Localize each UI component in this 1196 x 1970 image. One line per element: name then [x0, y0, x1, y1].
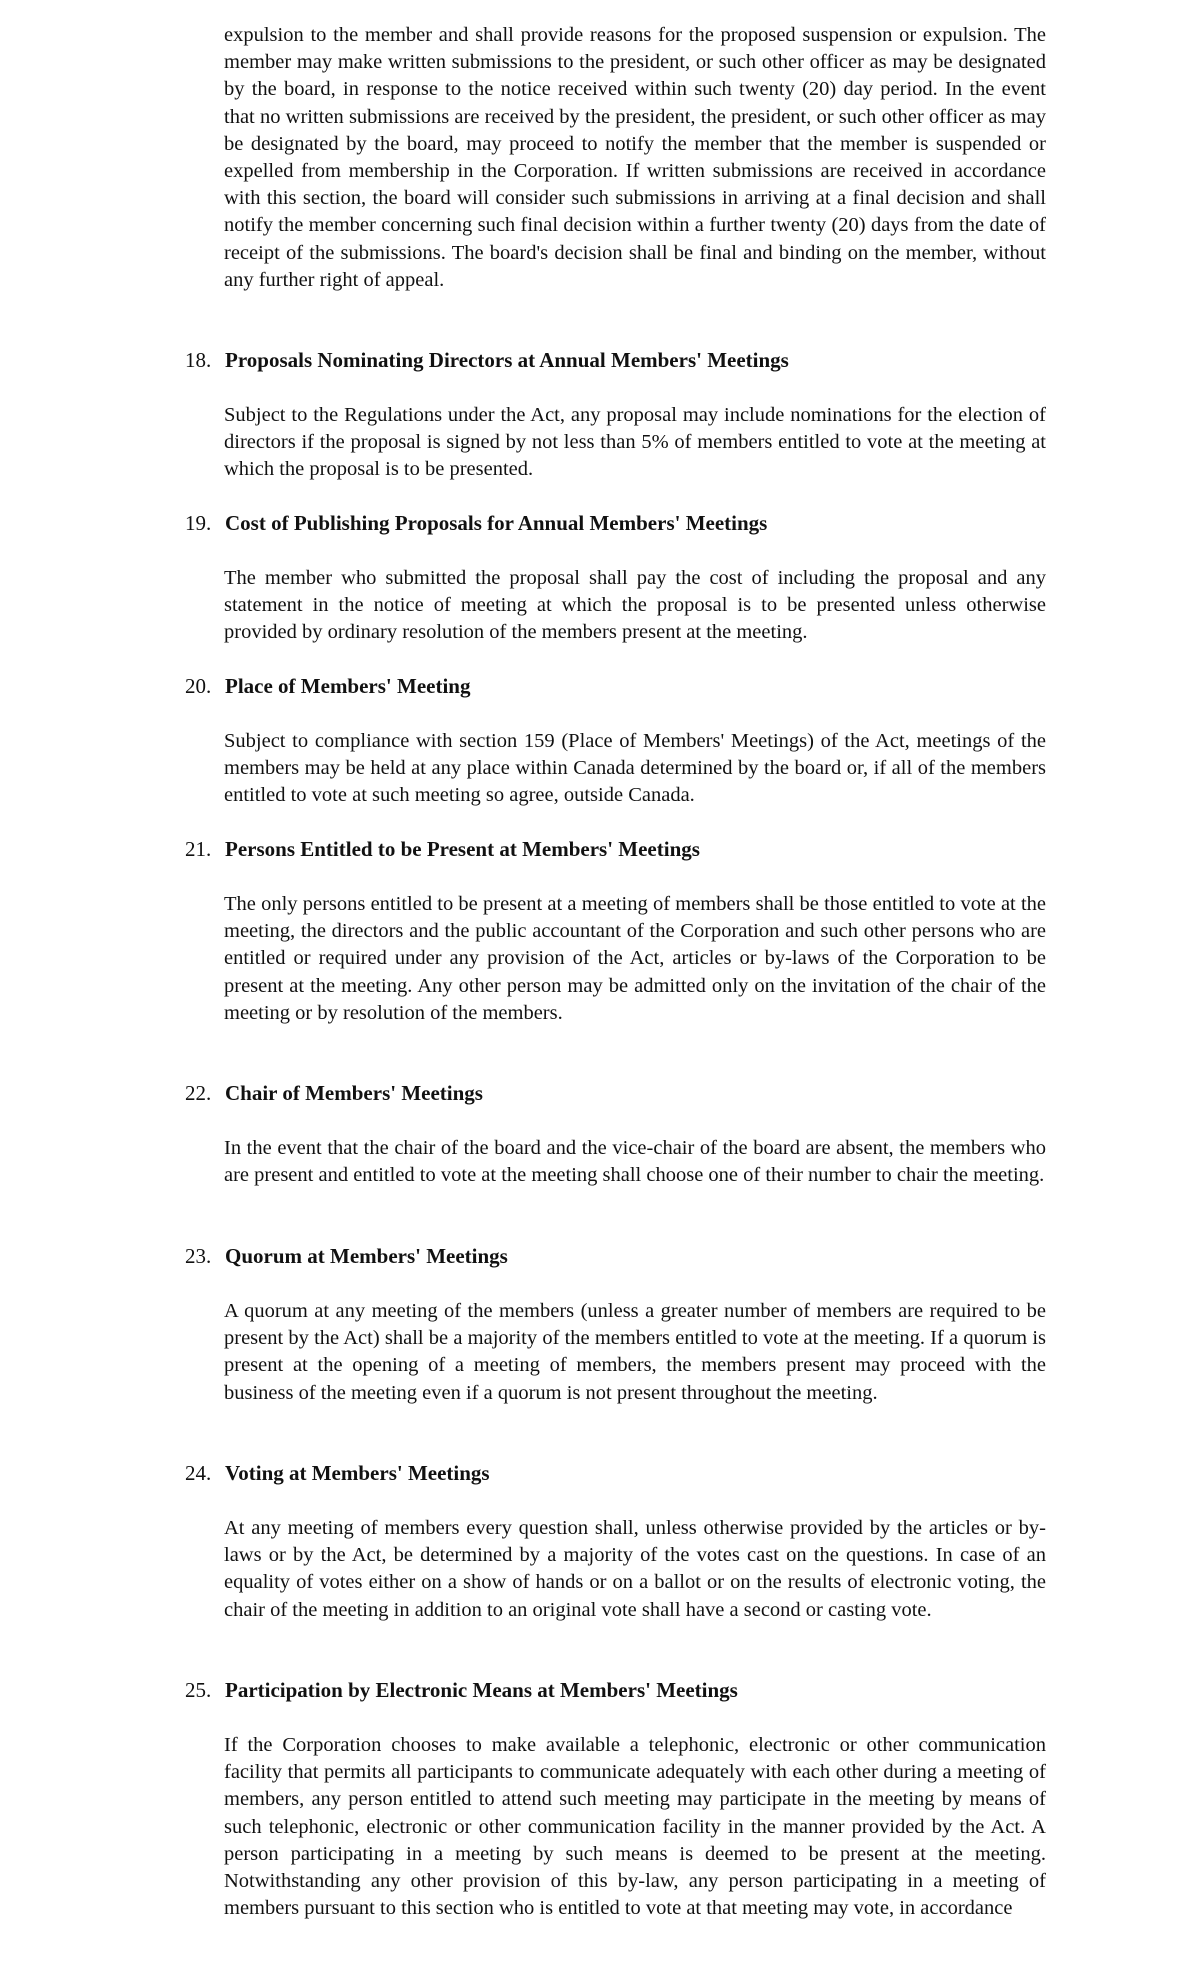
section-number: 22.: [185, 1081, 212, 1105]
section-number: 24.: [185, 1461, 212, 1485]
section-body-20: Subject to compliance with section 159 (Place of Members' Meetings) of the Act, meetings of the members may be held at any place within Canada determined by the board or, if all of the members entitled to vote at such meeting so agree, outside Canada.: [224, 730, 1046, 807]
section-heading-21: [185, 835, 1055, 863]
section-body-24: At any meeting of members every question shall, unless otherwise provided by the articles or by-laws or by the Act, be determined by a majority of the votes cast on the questions. In case of an equality of votes either on a show of hands or on a ballot or on the results of electronic voting, the chair of the meeting in addition to an original vote shall have a second or casting vote.: [224, 1517, 1046, 1621]
section-title: Place of Members' Meeting: [225, 674, 471, 698]
section-number: 19.: [185, 511, 212, 535]
section-body-19: The member who submitted the proposal shall pay the cost of including the proposal and any statement in the notice of meeting at which the proposal is to be presented unless otherwise provided by ordinary resolution of the members present at the meeting.: [224, 567, 1046, 644]
section-title: Chair of Members' Meetings: [225, 1081, 483, 1105]
section-heading-24: [185, 1459, 1055, 1487]
section-heading-25: [185, 1676, 1055, 1704]
section-body-21: The only persons entitled to be present at a meeting of members shall be those entitled to vote at the meeting, the directors and the public accountant of the Corporation and such other persons who are entitled or required under any provision of the Act, articles or by-laws of the Corporation to be present at the meeting. Any other person may be admitted only on the invitation of the chair of the meeting or by resolution of the members.: [224, 893, 1046, 1024]
section-heading-23: [185, 1242, 1055, 1270]
section-title: Voting at Members' Meetings: [225, 1461, 490, 1485]
section-body-23: A quorum at any meeting of the members (unless a greater number of members are required to be present by the Act) shall be a majority of the members entitled to vote at the meeting. If a quorum is present at the opening of a meeting of members, the members present may proceed with the business of the meeting even if a quorum is not present throughout the meeting.: [224, 1300, 1046, 1404]
section-heading-18: [185, 346, 1055, 374]
section-number: 18.: [185, 348, 212, 372]
section-title: Quorum at Members' Meetings: [225, 1244, 508, 1268]
section-heading-22: [185, 1079, 1055, 1107]
section-number: 21.: [185, 837, 212, 861]
section-body-22: In the event that the chair of the board and the vice-chair of the board are absent, the members who are present and entitled to vote at the meeting shall choose one of their number to chair the meeting.: [224, 1137, 1046, 1187]
section-body-18: Subject to the Regulations under the Act, any proposal may include nominations for the election of directors if the proposal is signed by not less than 5% of members entitled to vote at the meeting at which the proposal is to be presented.: [224, 404, 1046, 481]
section-heading-20: [185, 672, 1055, 700]
section-body-25: If the Corporation chooses to make available a telephonic, electronic or other communication facility that permits all participants to communicate adequately with each other during a meeting of members, any person entitled to attend such meeting may participate in the meeting by means of such telephonic, electronic or other communication facility in the manner provided by the Act. A person participating in a meeting by such means is deemed to be present at the meeting. Notwithstanding any other provision of this by-law, any person participating in a meeting of members pursuant to this section who is entitled to vote at that meeting may vote, in accordance: [224, 1734, 1046, 1920]
section-number: 25.: [185, 1678, 212, 1702]
section-number: 23.: [185, 1244, 212, 1268]
section-title: Cost of Publishing Proposals for Annual Members' Meetings: [225, 511, 768, 535]
section-title: Participation by Electronic Means at Members' Meetings: [225, 1678, 738, 1702]
section-title: Persons Entitled to be Present at Members' Meetings: [225, 837, 700, 861]
section-number: 20.: [185, 674, 212, 698]
section-title: Proposals Nominating Directors at Annual Members' Meetings: [225, 348, 789, 372]
continuation-paragraph: expulsion to the member and shall provide reasons for the proposed suspension or expulsion. The member may make written submissions to the president, or such other officer as may be designated by the board, in response to the notice received within such twenty (20) day period. In the event that no written submissions are received by the president, the president, or such other officer as may be designated by the board, may proceed to notify the member that the member is suspended or expelled from membership in the Corporation. If written submissions are received in accordance with this section, the board will consider such submissions in arriving at a final decision and shall notify the member concerning such final decision within a further twenty (20) days from the date of receipt of the submissions. The board's decision shall be final and binding on the member, without any further right of appeal.: [224, 24, 1046, 291]
section-heading-19: [185, 509, 1055, 537]
